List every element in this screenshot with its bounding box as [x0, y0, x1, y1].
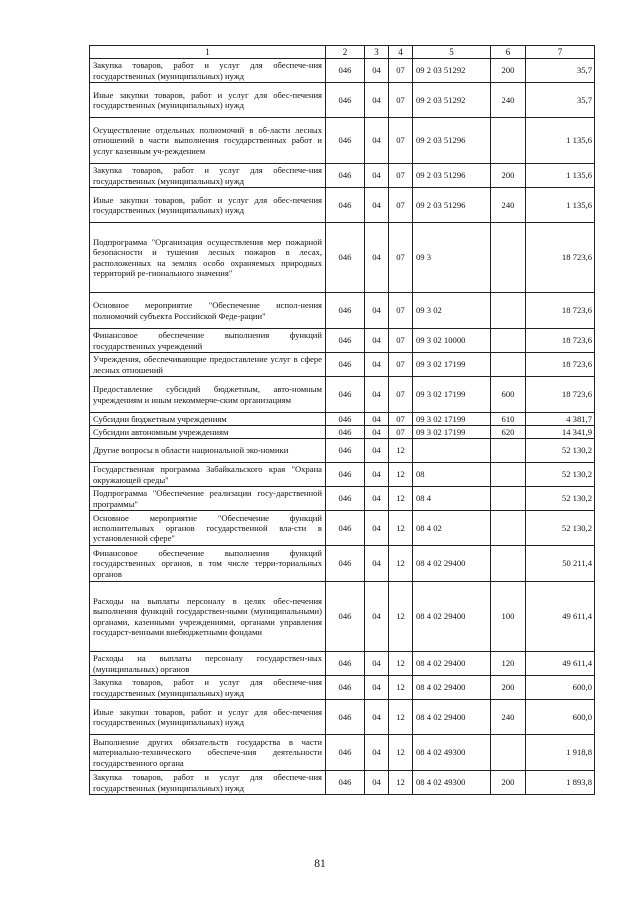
row-name-cell: Иные закупки товаров, работ и услуг для обес-печения государственных (муниципальных) нужд [90, 83, 326, 118]
row-ministry-code-cell: 046 [326, 353, 365, 377]
row-target-article-cell: 08 4 02 29400 [413, 676, 491, 700]
row-section-code-cell: 04 [365, 439, 389, 463]
row-target-article-cell: 08 4 02 49300 [413, 771, 491, 795]
row-amount-cell: 50 211,4 [526, 546, 595, 582]
row-ministry-code-cell: 046 [326, 463, 365, 487]
row-name-cell: Иные закупки товаров, работ и услуг для обес-печения государственных (муниципальных) нужд [90, 700, 326, 735]
row-ministry-code-cell: 046 [326, 700, 365, 735]
row-name-cell: Основное мероприятие "Обеспечение испол-нения полномочий субъекта Российской Феде-рации" [90, 293, 326, 329]
row-amount-cell: 18 723,6 [526, 377, 595, 413]
table-row [90, 164, 595, 188]
row-expense-type-cell [491, 511, 526, 546]
row-section-code-cell: 04 [365, 771, 389, 795]
row-subsection-code-cell: 07 [389, 377, 413, 413]
row-name-cell: Закупка товаров, работ и услуг для обеспече-ния государственных (муниципальных) нужд [90, 676, 326, 700]
row-target-article-cell: 09 2 03 51296 [413, 188, 491, 223]
row-ministry-code-cell: 046 [326, 223, 365, 293]
table-row [90, 700, 595, 735]
row-ministry-code-cell: 046 [326, 118, 365, 164]
row-subsection-code-cell: 07 [389, 223, 413, 293]
row-section-code-cell: 04 [365, 676, 389, 700]
row-amount-cell: 14 341,9 [526, 426, 595, 439]
row-name-cell: Основное мероприятие "Обеспечение функций исполнительных органов государственной вла-сти в установленной сфере" [90, 511, 326, 546]
row-ministry-code-cell: 046 [326, 329, 365, 353]
table-row [90, 771, 595, 795]
row-ministry-code-cell: 046 [326, 83, 365, 118]
row-amount-cell: 35,7 [526, 59, 595, 83]
table-row [90, 293, 595, 329]
table-row [90, 511, 595, 546]
row-subsection-code-cell: 12 [389, 439, 413, 463]
row-amount-cell: 1 135,6 [526, 164, 595, 188]
row-subsection-code-cell: 12 [389, 735, 413, 771]
table-row [90, 426, 595, 439]
table-row [90, 582, 595, 652]
row-amount-cell: 52 130,2 [526, 511, 595, 546]
row-expense-type-cell: 610 [491, 413, 526, 426]
row-section-code-cell: 04 [365, 164, 389, 188]
row-name-cell: Закупка товаров, работ и услуг для обеспече-ния государственных (муниципальных) нужд [90, 771, 326, 795]
row-subsection-code-cell: 07 [389, 83, 413, 118]
table-row [90, 118, 595, 164]
table-row [90, 676, 595, 700]
row-section-code-cell: 04 [365, 487, 389, 511]
row-expense-type-cell [491, 546, 526, 582]
row-name-cell: Субсидии автономным учреждениям [90, 426, 326, 439]
row-name-cell: Закупка товаров, работ и услуг для обеспече-ния государственных (муниципальных) нужд [90, 164, 326, 188]
row-section-code-cell: 04 [365, 582, 389, 652]
row-target-article-cell: 08 4 02 [413, 511, 491, 546]
row-ministry-code-cell: 046 [326, 377, 365, 413]
row-name-cell: Другие вопросы в области национальной эко-номики [90, 439, 326, 463]
row-amount-cell: 600,0 [526, 676, 595, 700]
row-section-code-cell: 04 [365, 511, 389, 546]
row-target-article-cell: 09 3 02 17199 [413, 377, 491, 413]
row-ministry-code-cell: 046 [326, 426, 365, 439]
row-target-article-cell: 09 2 03 51296 [413, 118, 491, 164]
row-subsection-code-cell: 12 [389, 463, 413, 487]
row-section-code-cell: 04 [365, 59, 389, 83]
row-section-code-cell: 04 [365, 83, 389, 118]
table-row [90, 188, 595, 223]
row-amount-cell: 4 381,7 [526, 413, 595, 426]
row-amount-cell: 18 723,6 [526, 223, 595, 293]
row-ministry-code-cell: 046 [326, 511, 365, 546]
row-ministry-code-cell: 046 [326, 293, 365, 329]
row-name-cell: Предоставление субсидий бюджетным, авто-номным учреждениям и иным некоммерче-ским организациям [90, 377, 326, 413]
row-subsection-code-cell: 12 [389, 511, 413, 546]
table-row [90, 223, 595, 293]
budget-table [89, 45, 595, 795]
row-expense-type-cell: 600 [491, 377, 526, 413]
row-subsection-code-cell: 12 [389, 771, 413, 795]
row-expense-type-cell [491, 353, 526, 377]
row-ministry-code-cell: 046 [326, 59, 365, 83]
row-name-cell: Закупка товаров, работ и услуг для обеспече-ния государственных (муниципальных) нужд [90, 59, 326, 83]
budget-table-page [89, 45, 594, 795]
row-ministry-code-cell: 046 [326, 652, 365, 676]
row-name-cell: Субсидии бюджетным учреждениям [90, 413, 326, 426]
column-number-6: 6 [491, 46, 526, 59]
row-target-article-cell: 09 3 02 10000 [413, 329, 491, 353]
row-section-code-cell: 04 [365, 188, 389, 223]
table-row [90, 413, 595, 426]
row-amount-cell: 18 723,6 [526, 353, 595, 377]
column-number-2: 2 [326, 46, 365, 59]
row-ministry-code-cell: 046 [326, 582, 365, 652]
column-number-5: 5 [413, 46, 491, 59]
row-name-cell: Финансовое обеспечение выполнения функций государственных учреждений [90, 329, 326, 353]
row-target-article-cell: 08 [413, 463, 491, 487]
row-expense-type-cell [491, 118, 526, 164]
row-section-code-cell: 04 [365, 652, 389, 676]
row-ministry-code-cell: 046 [326, 546, 365, 582]
table-row [90, 463, 595, 487]
row-ministry-code-cell: 046 [326, 188, 365, 223]
row-expense-type-cell: 120 [491, 652, 526, 676]
row-amount-cell: 600,0 [526, 700, 595, 735]
row-ministry-code-cell: 046 [326, 771, 365, 795]
column-number-7: 7 [526, 46, 595, 59]
row-expense-type-cell: 240 [491, 83, 526, 118]
row-target-article-cell: 08 4 02 49300 [413, 735, 491, 771]
row-section-code-cell: 04 [365, 353, 389, 377]
table-row [90, 652, 595, 676]
row-subsection-code-cell: 12 [389, 676, 413, 700]
row-expense-type-cell [491, 463, 526, 487]
row-ministry-code-cell: 046 [326, 164, 365, 188]
row-amount-cell: 1 893,8 [526, 771, 595, 795]
row-subsection-code-cell: 07 [389, 413, 413, 426]
row-section-code-cell: 04 [365, 700, 389, 735]
row-target-article-cell: 09 2 03 51296 [413, 164, 491, 188]
row-section-code-cell: 04 [365, 735, 389, 771]
row-section-code-cell: 04 [365, 118, 389, 164]
table-row [90, 83, 595, 118]
row-expense-type-cell: 100 [491, 582, 526, 652]
row-amount-cell: 35,7 [526, 83, 595, 118]
row-section-code-cell: 04 [365, 223, 389, 293]
table-row [90, 353, 595, 377]
row-target-article-cell: 08 4 02 29400 [413, 582, 491, 652]
row-subsection-code-cell: 07 [389, 293, 413, 329]
row-target-article-cell: 09 3 02 17199 [413, 426, 491, 439]
row-subsection-code-cell: 07 [389, 188, 413, 223]
row-subsection-code-cell: 12 [389, 700, 413, 735]
row-expense-type-cell: 200 [491, 771, 526, 795]
table-row [90, 59, 595, 83]
row-amount-cell: 18 723,6 [526, 329, 595, 353]
row-expense-type-cell: 240 [491, 188, 526, 223]
row-expense-type-cell: 200 [491, 164, 526, 188]
row-amount-cell: 52 130,2 [526, 439, 595, 463]
row-subsection-code-cell: 07 [389, 118, 413, 164]
table-row [90, 487, 595, 511]
row-amount-cell: 49 611,4 [526, 582, 595, 652]
row-name-cell: Учреждения, обеспечивающие предоставление услуг в сфере лесных отношений [90, 353, 326, 377]
row-amount-cell: 1 918,8 [526, 735, 595, 771]
table-row [90, 377, 595, 413]
row-expense-type-cell: 620 [491, 426, 526, 439]
row-expense-type-cell [491, 293, 526, 329]
row-ministry-code-cell: 046 [326, 487, 365, 511]
row-name-cell: Осуществление отдельных полномочий в об-ласти лесных отношений в части выполнения государственных работ и услуг казенным уч-реждением [90, 118, 326, 164]
row-expense-type-cell: 200 [491, 676, 526, 700]
row-expense-type-cell [491, 329, 526, 353]
row-target-article-cell: 08 4 02 29400 [413, 652, 491, 676]
table-row [90, 735, 595, 771]
row-amount-cell: 1 135,6 [526, 188, 595, 223]
row-subsection-code-cell: 07 [389, 329, 413, 353]
row-subsection-code-cell: 07 [389, 59, 413, 83]
row-expense-type-cell [491, 735, 526, 771]
row-ministry-code-cell: 046 [326, 735, 365, 771]
column-number-1: 1 [90, 46, 326, 59]
column-number-4: 4 [389, 46, 413, 59]
row-target-article-cell: 08 4 [413, 487, 491, 511]
row-amount-cell: 1 135,6 [526, 118, 595, 164]
row-name-cell: Подпрограмма "Организация осуществления мер пожарной безопасности и тушения лесных пожаров в лесах, расположенных на землях особо охраняемых природных территорий ре-гионального значения" [90, 223, 326, 293]
row-name-cell: Государственная программа Забайкальского края "Охрана окружающей среды" [90, 463, 326, 487]
row-name-cell: Подпрограмма "Обеспечение реализации госу-дарственной программы" [90, 487, 326, 511]
row-name-cell: Расходы на выплаты персоналу в целях обес-печения выполнения функций государствен-ными (муниципальными) органами, казенными учреждениями, органами управления государст-венными внебюджетными фондами [90, 582, 326, 652]
row-name-cell: Расходы на выплаты персоналу государствен-ных (муниципальных) органов [90, 652, 326, 676]
row-target-article-cell: 09 3 02 17199 [413, 413, 491, 426]
row-target-article-cell: 09 3 [413, 223, 491, 293]
row-target-article-cell: 09 2 03 51292 [413, 83, 491, 118]
row-target-article-cell: 09 3 02 17199 [413, 353, 491, 377]
row-ministry-code-cell: 046 [326, 413, 365, 426]
row-section-code-cell: 04 [365, 377, 389, 413]
row-amount-cell: 52 130,2 [526, 487, 595, 511]
row-expense-type-cell [491, 223, 526, 293]
row-section-code-cell: 04 [365, 546, 389, 582]
row-expense-type-cell: 240 [491, 700, 526, 735]
row-section-code-cell: 04 [365, 413, 389, 426]
table-row [90, 546, 595, 582]
page-number: 81 [314, 858, 326, 870]
row-subsection-code-cell: 12 [389, 652, 413, 676]
row-ministry-code-cell: 046 [326, 676, 365, 700]
row-section-code-cell: 04 [365, 293, 389, 329]
row-amount-cell: 49 611,4 [526, 652, 595, 676]
row-target-article-cell: 09 2 03 51292 [413, 59, 491, 83]
table-row [90, 329, 595, 353]
row-section-code-cell: 04 [365, 426, 389, 439]
row-name-cell: Иные закупки товаров, работ и услуг для обес-печения государственных (муниципальных) нужд [90, 188, 326, 223]
row-expense-type-cell [491, 487, 526, 511]
column-number-row [90, 46, 595, 59]
row-amount-cell: 18 723,6 [526, 293, 595, 329]
row-name-cell: Выполнение других обязательств государства в части материально-технического обеспече-ния деятельности государственного органа [90, 735, 326, 771]
row-subsection-code-cell: 07 [389, 164, 413, 188]
row-section-code-cell: 04 [365, 463, 389, 487]
row-subsection-code-cell: 07 [389, 426, 413, 439]
row-name-cell: Финансовое обеспечение выполнения функций государственных органов, в том числе терри-ториальных органов [90, 546, 326, 582]
row-subsection-code-cell: 12 [389, 487, 413, 511]
row-amount-cell: 52 130,2 [526, 463, 595, 487]
row-section-code-cell: 04 [365, 329, 389, 353]
row-target-article-cell: 08 4 02 29400 [413, 700, 491, 735]
row-subsection-code-cell: 12 [389, 582, 413, 652]
budget-table-body [90, 46, 595, 795]
row-subsection-code-cell: 12 [389, 546, 413, 582]
row-expense-type-cell [491, 439, 526, 463]
column-number-3: 3 [365, 46, 389, 59]
row-subsection-code-cell: 07 [389, 353, 413, 377]
row-target-article-cell: 09 3 02 [413, 293, 491, 329]
row-ministry-code-cell: 046 [326, 439, 365, 463]
row-target-article-cell: 08 4 02 29400 [413, 546, 491, 582]
row-expense-type-cell: 200 [491, 59, 526, 83]
table-row [90, 439, 595, 463]
row-target-article-cell [413, 439, 491, 463]
